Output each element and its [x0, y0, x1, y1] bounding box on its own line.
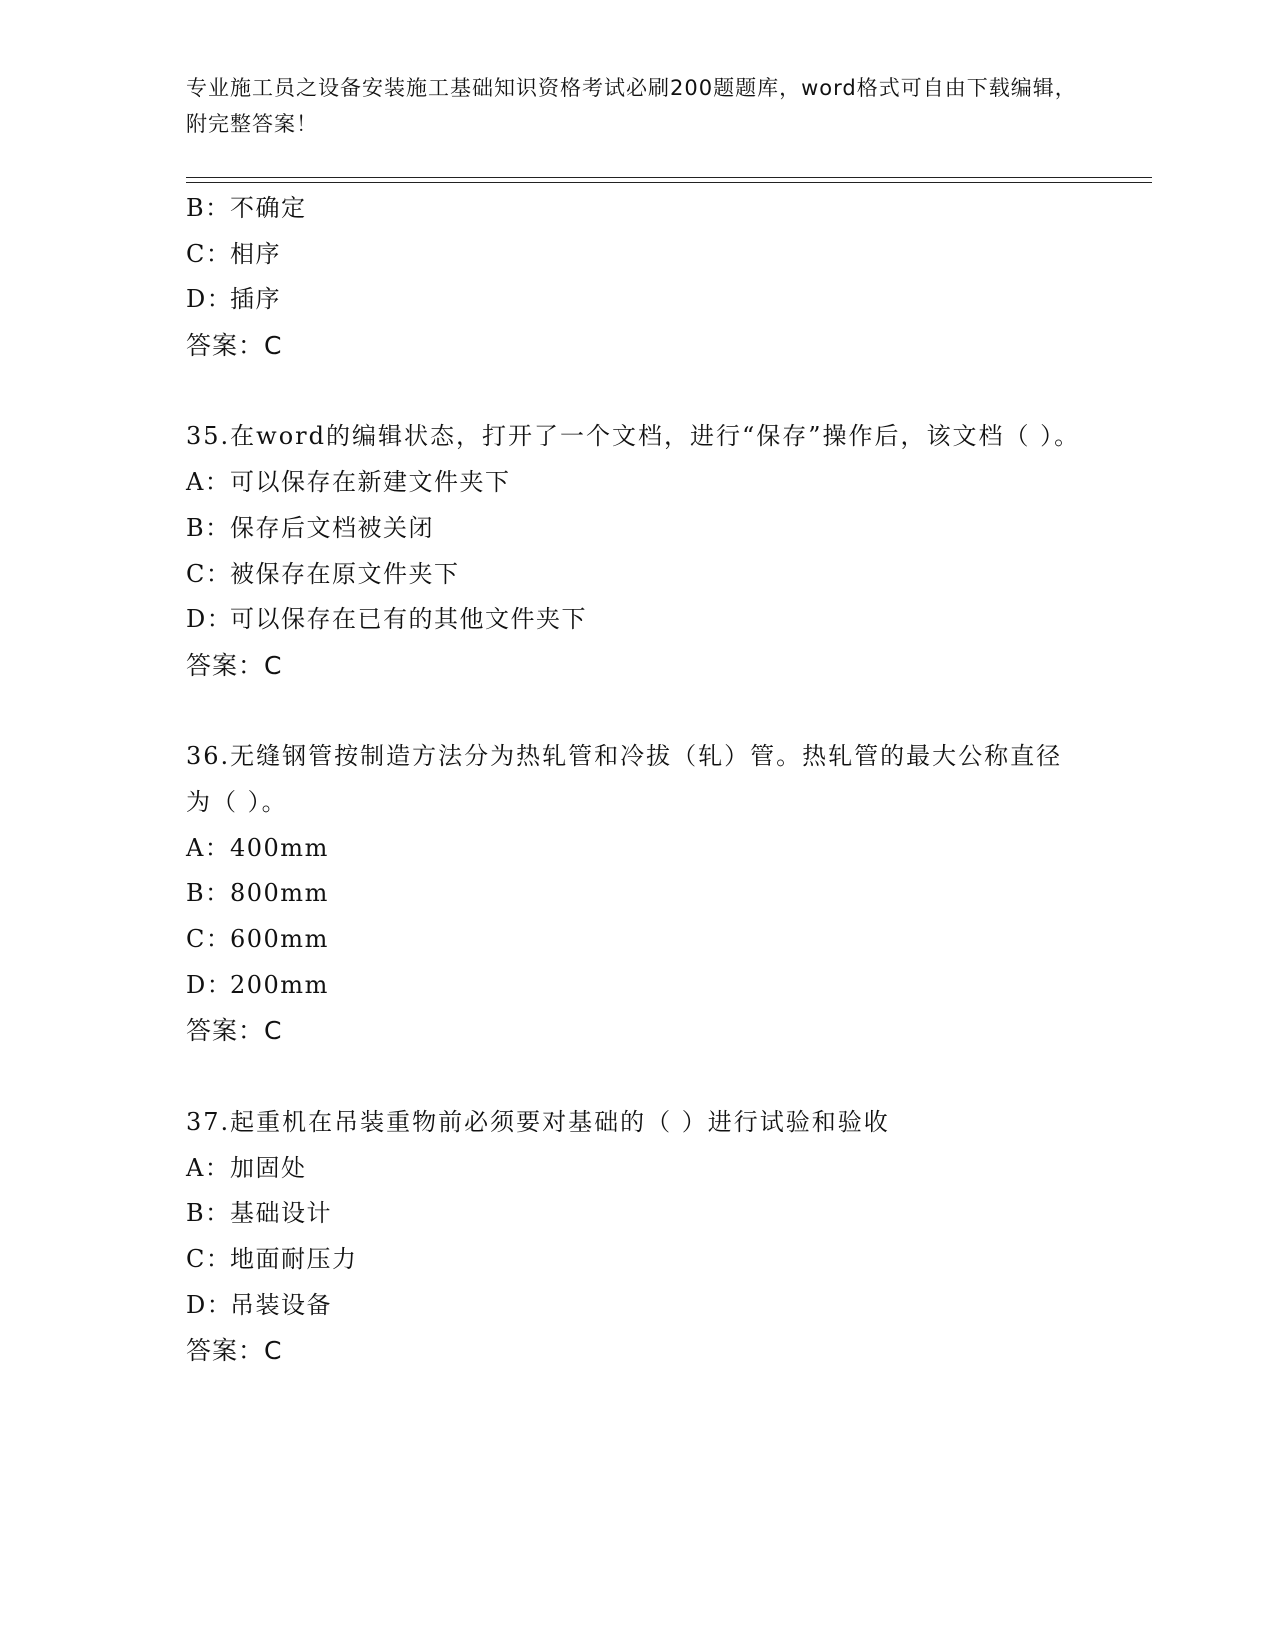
question-35	[186, 414, 1086, 688]
question-text: 36.无缝钢管按制造方法分为热轧管和冷拔（轧）管。热轧管的最大公称直径为（ ）。	[186, 742, 1063, 816]
question-34-continued	[186, 186, 1086, 369]
option-b	[186, 871, 1086, 917]
option-label: B：	[186, 879, 231, 908]
option-text: 600mm	[230, 925, 329, 954]
option-label: C：	[186, 925, 232, 954]
option-label: B：	[186, 513, 231, 542]
option-a	[186, 826, 1086, 872]
option-text: 可以保存在新建文件夹下	[230, 468, 511, 497]
option-text: 基础设计	[230, 1199, 332, 1228]
option-b	[186, 1191, 1086, 1237]
option-text: 800mm	[230, 879, 329, 908]
option-d	[186, 1283, 1086, 1329]
option-label: C：	[186, 559, 232, 588]
answer-line: 答案：C	[186, 650, 283, 680]
option-a	[186, 460, 1086, 506]
answer-line: 答案：C	[186, 1016, 283, 1046]
option-label: D：	[186, 285, 233, 314]
option-label: C：	[186, 1244, 232, 1273]
option-b	[186, 186, 1086, 232]
option-d	[186, 963, 1086, 1009]
question-37	[186, 1100, 1086, 1374]
option-label: B：	[186, 1199, 231, 1228]
answer-line: 答案：C	[186, 1336, 283, 1366]
option-text: 可以保存在已有的其他文件夹下	[230, 605, 587, 634]
option-text: 400mm	[230, 833, 329, 862]
answer-line: 答案：C	[186, 331, 283, 361]
option-text: 地面耐压力	[230, 1244, 358, 1273]
document-body	[186, 186, 1086, 1374]
option-label: A：	[186, 1153, 231, 1182]
option-c	[186, 917, 1086, 963]
option-text: 吊装设备	[230, 1290, 332, 1319]
option-text: 相序	[230, 239, 281, 268]
option-label: D：	[186, 970, 233, 999]
header-rule-bottom	[186, 182, 1152, 183]
question-text: 37.起重机在吊装重物前必须要对基础的（ ）进行试验和验收	[186, 1107, 890, 1136]
option-d	[186, 277, 1086, 323]
option-text: 保存后文档被关闭	[230, 513, 434, 542]
option-label: D：	[186, 605, 233, 634]
option-label: D：	[186, 1290, 233, 1319]
option-text: 200mm	[230, 970, 329, 999]
option-c	[186, 552, 1086, 598]
option-label: C：	[186, 239, 232, 268]
option-text: 加固处	[230, 1153, 307, 1182]
option-label: B：	[186, 194, 231, 222]
option-label: A：	[186, 468, 231, 497]
question-36	[186, 734, 1086, 1054]
option-c	[186, 232, 1086, 278]
option-a	[186, 1146, 1086, 1192]
question-text: 35.在word的编辑状态，打开了一个文档，进行“保存”操作后，该文档（ ）。	[186, 422, 1081, 451]
option-text: 被保存在原文件夹下	[230, 559, 460, 588]
option-text: 插序	[230, 285, 281, 314]
option-text: 不确定	[230, 194, 307, 222]
option-c	[186, 1237, 1086, 1283]
header-rule-top	[186, 177, 1152, 178]
option-d	[186, 597, 1086, 643]
document-header: 专业施工员之设备安装施工基础知识资格考试必刷200题题库，word格式可自由下载编辑，附完整答案！	[186, 76, 1077, 136]
option-label: A：	[186, 833, 231, 862]
option-b	[186, 506, 1086, 552]
